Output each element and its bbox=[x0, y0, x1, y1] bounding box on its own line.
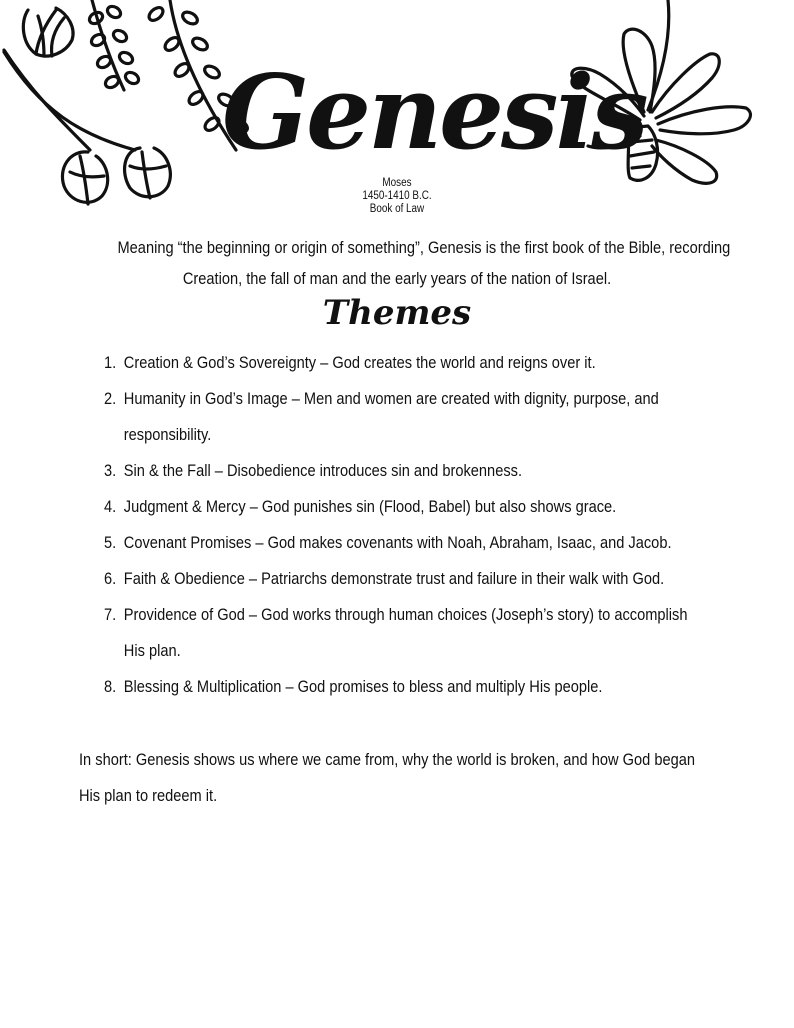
tulip-bud-icon bbox=[23, 8, 73, 56]
list-item bbox=[104, 669, 726, 705]
list-number: 1. bbox=[104, 353, 117, 372]
list-text-continued: responsibility. bbox=[123, 425, 212, 444]
list-text: Sin & the Fall – Disobedience introduces sin and brokenness. bbox=[123, 461, 523, 480]
leaf-sprig-icon bbox=[87, 0, 140, 90]
tulip-bud-icon bbox=[62, 152, 107, 204]
list-item bbox=[104, 561, 726, 597]
list-item bbox=[104, 345, 726, 381]
page-title: Genesis bbox=[222, 53, 646, 173]
themes-heading: Themes bbox=[322, 293, 472, 333]
list-text: Providence of God – God works through human choices (Joseph’s story) to accomplish bbox=[123, 605, 688, 624]
author-label: Moses bbox=[382, 177, 412, 189]
intro-line: Creation, the fall of man and the early years of the nation of Israel. bbox=[182, 269, 612, 288]
summary-line: His plan to redeem it. bbox=[79, 786, 218, 805]
list-item bbox=[104, 381, 726, 453]
list-number: 8. bbox=[104, 677, 117, 696]
list-item bbox=[104, 525, 726, 561]
list-text: Covenant Promises – God makes covenants with Noah, Abraham, Isaac, and Jacob. bbox=[123, 533, 672, 552]
list-number: 3. bbox=[104, 461, 117, 480]
list-text: Blessing & Multiplication – God promises to bless and multiply His people. bbox=[123, 677, 603, 696]
category-label: Book of Law bbox=[369, 203, 425, 215]
list-item bbox=[104, 489, 726, 525]
tulip-bud-icon bbox=[125, 148, 171, 198]
list-text: Faith & Obedience – Patriarchs demonstrate trust and failure in their walk with God. bbox=[123, 569, 665, 588]
list-number: 6. bbox=[104, 569, 117, 588]
list-number: 7. bbox=[104, 605, 117, 624]
list-text: Humanity in God’s Image – Men and women are created with dignity, purpose, and bbox=[123, 389, 659, 408]
summary-paragraph bbox=[79, 742, 698, 814]
list-text: Judgment & Mercy – God punishes sin (Flood, Babel) but also shows grace. bbox=[123, 497, 617, 516]
themes-list bbox=[104, 345, 688, 705]
list-text: Creation & God’s Sovereignty – God creates the world and reigns over it. bbox=[123, 353, 596, 372]
summary-line: In short: Genesis shows us where we came from, why the world is broken, and how God began bbox=[79, 750, 695, 769]
list-number: 5. bbox=[104, 533, 117, 552]
intro-line: Meaning “the beginning or origin of something”, Genesis is the first book of the Bible, recording bbox=[117, 238, 731, 257]
book-meta bbox=[311, 177, 483, 216]
list-text-continued: His plan. bbox=[123, 641, 181, 660]
intro-paragraph bbox=[117, 232, 731, 294]
list-item bbox=[104, 453, 726, 489]
list-item bbox=[104, 597, 726, 669]
list-number: 2. bbox=[104, 389, 117, 408]
date-label: 1450-1410 B.C. bbox=[362, 190, 432, 202]
list-number: 4. bbox=[104, 497, 117, 516]
